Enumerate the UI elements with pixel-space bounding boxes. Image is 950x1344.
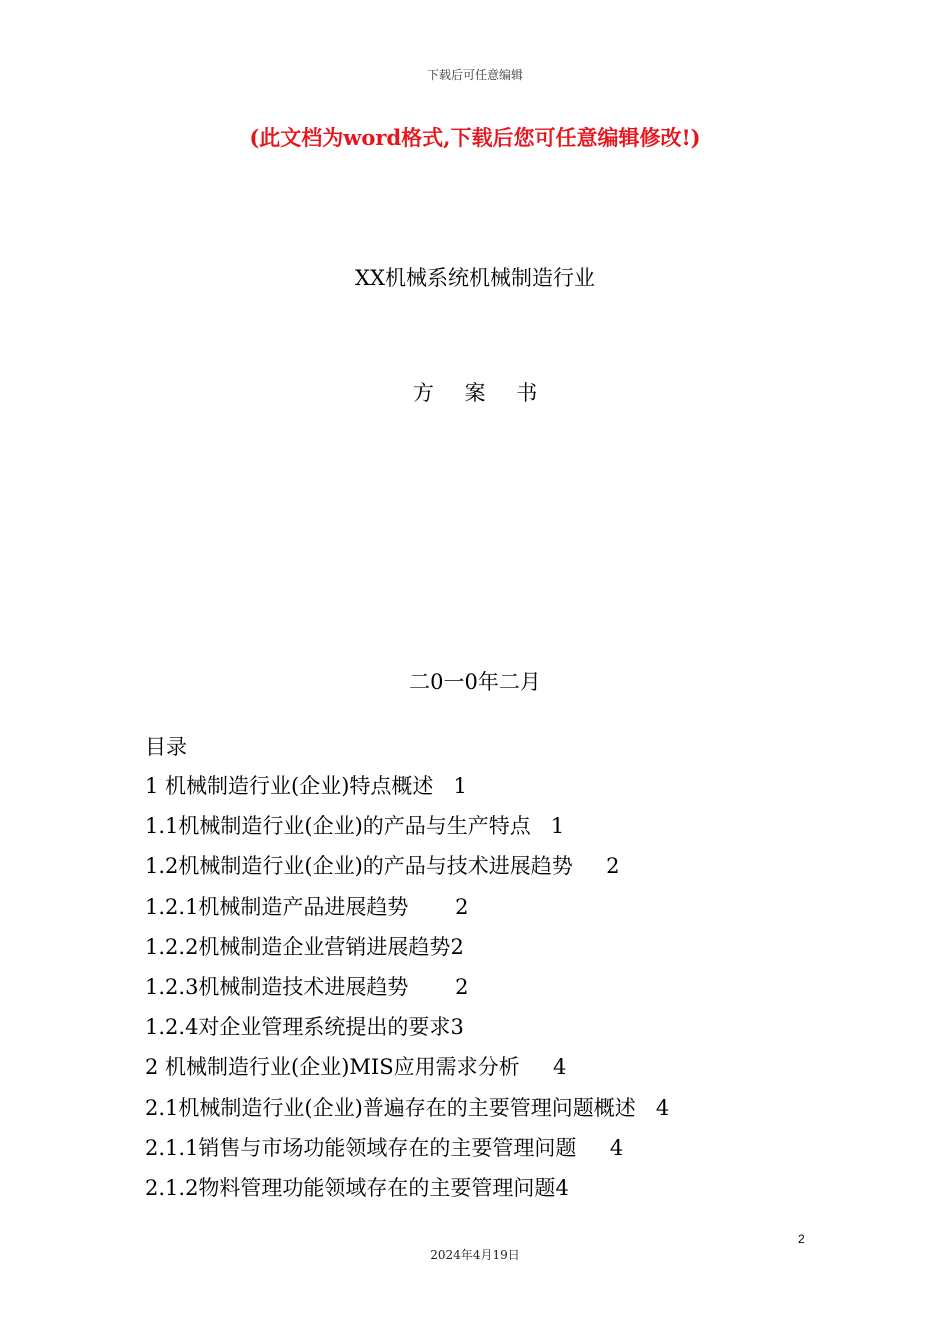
- toc-entry[interactable]: [145, 972, 669, 1012]
- toc-entry-page: 1: [550, 814, 565, 839]
- toc-entry-gap: [520, 1055, 553, 1079]
- toc-entry-title: 1.2.3机械制造技术进展趋势: [145, 974, 409, 999]
- toc-entry-gap: [408, 975, 455, 999]
- toc-entry[interactable]: [145, 811, 669, 851]
- toc-entry-page: 1: [453, 774, 467, 798]
- subtitle-char: 书: [516, 381, 538, 405]
- toc-entry-page: 2: [455, 894, 469, 919]
- editable-notice: (此文档为word格式,下载后您可任意编辑修改!): [249, 125, 701, 150]
- toc-entry[interactable]: [145, 1093, 669, 1133]
- toc-entry-page: 4: [609, 1135, 624, 1160]
- toc-entry-title: 2.1.2物料管理功能领域存在的主要管理问题: [145, 1175, 556, 1200]
- toc-entry-title: 2.1机械制造行业(企业)普遍存在的主要管理问题概述: [145, 1095, 636, 1120]
- toc-entry-page: 3: [450, 1015, 464, 1040]
- toc-entry[interactable]: [145, 771, 669, 811]
- toc-entry-title: 1.2机械制造行业(企业)的产品与技术进展趋势: [145, 854, 573, 879]
- footer-date: 2024年4月19日: [430, 1248, 520, 1262]
- toc-entry[interactable]: [145, 1133, 669, 1173]
- toc-entry[interactable]: [145, 932, 669, 972]
- subtitle-char: 案: [464, 381, 486, 405]
- toc-entry[interactable]: [145, 1052, 669, 1092]
- toc-entry[interactable]: [145, 1173, 669, 1213]
- toc-entry-title: 1.2.1机械制造产品进展趋势: [145, 894, 409, 919]
- toc-entry-page: 2: [455, 974, 469, 999]
- toc-entry-gap: [531, 814, 551, 838]
- toc-entry-title: 1.1机械制造行业(企业)的产品与生产特点: [145, 814, 531, 839]
- toc-heading: 目录: [145, 735, 187, 759]
- toc-entry[interactable]: [145, 892, 669, 932]
- toc-entry[interactable]: [145, 851, 669, 891]
- toc-entry-gap: [576, 1136, 609, 1160]
- page-number: 2: [798, 1232, 805, 1246]
- document-date: 二0一0年二月: [409, 670, 541, 694]
- toc-entry-page: 2: [450, 934, 464, 959]
- toc-entry-title: 1.2.4对企业管理系统提出的要求: [145, 1015, 451, 1040]
- subtitle-char: 方: [412, 381, 434, 405]
- header-note: 下载后可任意编辑: [426, 68, 523, 82]
- toc-entry-page: 4: [553, 1055, 567, 1080]
- toc-entry-gap: [573, 854, 606, 878]
- toc-entry[interactable]: [145, 1012, 669, 1052]
- toc-entry-title: 2 机械制造行业(企业)MIS应用需求分析: [145, 1055, 520, 1080]
- toc-entry-page: 4: [655, 1095, 670, 1120]
- document-title: XX机械系统机械制造行业: [355, 266, 595, 290]
- toc-entry-gap: [433, 774, 453, 798]
- document-subtitle: [0, 377, 950, 407]
- toc-entry-page: 2: [606, 854, 620, 879]
- toc-entry-title: 1 机械制造行业(企业)特点概述: [145, 774, 434, 798]
- toc-entry-title: 1.2.2机械制造企业营销进展趋势: [145, 934, 451, 959]
- table-of-contents: [145, 771, 669, 1213]
- toc-entry-title: 2.1.1销售与市场功能领域存在的主要管理问题: [145, 1135, 577, 1160]
- toc-entry-gap: [408, 895, 455, 919]
- toc-entry-gap: [636, 1096, 656, 1120]
- toc-entry-page: 4: [555, 1175, 569, 1200]
